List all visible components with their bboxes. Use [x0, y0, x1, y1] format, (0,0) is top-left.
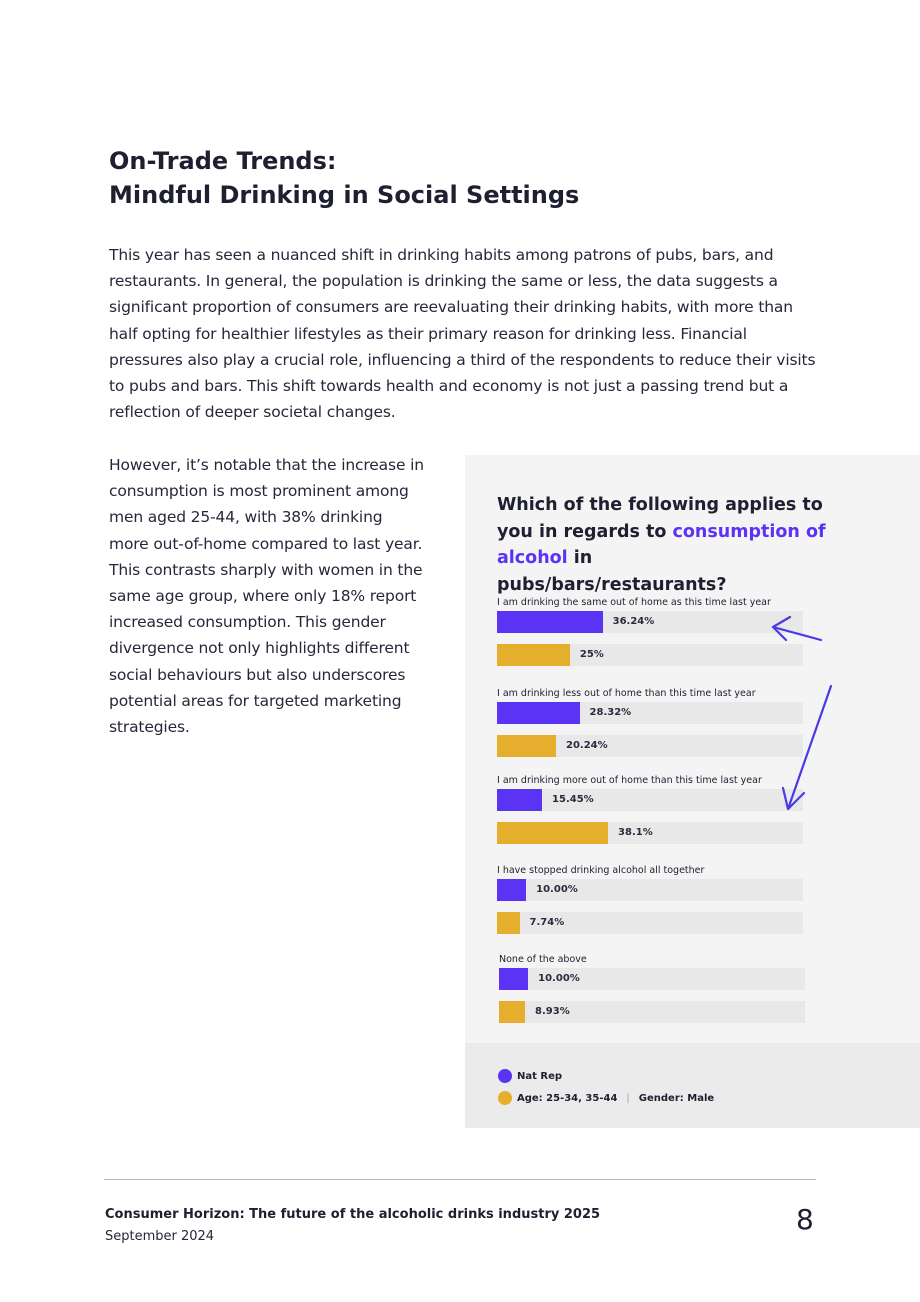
- bar-track: [497, 611, 803, 633]
- bar-track: [497, 879, 803, 901]
- bar-age-25-34-35-44: [497, 735, 556, 757]
- footer-title: Consumer Horizon: The future of the alcoholic drinks industry 2025: [105, 1207, 601, 1222]
- page-title: [109, 144, 749, 212]
- bar-track: [497, 822, 803, 844]
- bar-value-label: 15.45%: [552, 794, 594, 805]
- legend-label-age: Age: 25-34, 35-44: [517, 1092, 618, 1104]
- footer-divider: [104, 1179, 816, 1180]
- legend-item-age-gender: [498, 1091, 714, 1105]
- bar-group: [497, 775, 803, 844]
- bar-value-label: 36.24%: [612, 616, 655, 627]
- chart-question-highlight: consumption of alcohol: [497, 521, 826, 568]
- bar-value-label: 10.00%: [538, 973, 580, 984]
- bar-group: [497, 865, 803, 934]
- bar-value-label: 7.74%: [529, 917, 565, 928]
- bar-track: [497, 702, 803, 724]
- page-number: 8: [796, 1203, 814, 1236]
- bar-value-label: 28.32%: [589, 707, 632, 718]
- bar-track: [499, 1001, 805, 1023]
- bar-value-label: 20.24%: [565, 740, 608, 751]
- legend-item-nat-rep: [498, 1069, 562, 1083]
- legend-dot-nat-rep: [498, 1069, 512, 1083]
- bar-value-label: 10.00%: [536, 884, 578, 895]
- page-title-line-2: Mindful Drinking in Social Settings: [109, 181, 580, 209]
- category-label: I am drinking the same out of home as this time last year: [497, 597, 771, 608]
- bar-track: [497, 912, 803, 934]
- footer-date: September 2024: [105, 1229, 215, 1244]
- bar-value-label: 38.1%: [618, 827, 653, 838]
- intro-paragraph: This year has seen a nuanced shift in drinking habits among patrons of pubs, bars, and restaurants. In general, the population is drinking the same or less, the data suggests a significant proportion of consumers are reevaluating their drinking habits, with more than half opting for healthier lifestyles as their primary reason for drinking less. Financial pressures also play a crucial role, influencing a third of the respondents to reduce their visits to pubs and bars. This shift towards health and economy is not just a passing trend but a reflection of deeper societal changes.: [109, 246, 816, 422]
- legend-dot-age-gender: [498, 1091, 512, 1105]
- legend-label-nat-rep: Nat Rep: [517, 1070, 563, 1082]
- side-paragraph: However, it’s notable that the increase in consumption is most prominent among men aged 25-44, with 38% drinking more out-of-home compared to last year. This contrasts sharply with women in the same age group, where only 18% report increased consumption. This gender divergence not only highlights different social behaviours but also underscores potential areas for targeted marketing strategies.: [109, 456, 424, 737]
- bar-nat-rep: [497, 789, 542, 811]
- bar-nat-rep: [497, 879, 526, 901]
- bar-track: [497, 644, 803, 666]
- chart-question-part-1: Which of the following applies to you in regards to: [497, 495, 823, 542]
- bar-nat-rep: [499, 968, 528, 990]
- category-label: None of the above: [499, 954, 587, 965]
- category-label: I have stopped drinking alcohol all together: [497, 865, 705, 876]
- category-label: I am drinking more out of home than this time last year: [497, 775, 762, 786]
- bar-age-25-34-35-44: [499, 1001, 525, 1023]
- legend-separator: |: [626, 1092, 630, 1104]
- bar-track: [499, 968, 805, 990]
- bar-group: [499, 954, 805, 1023]
- chart-question-part-2: in pubs/bars/restaurants?: [497, 548, 727, 595]
- chart-panel: [465, 455, 920, 1128]
- bar-track: [497, 735, 803, 757]
- chart-question: [497, 492, 827, 598]
- bar-age-25-34-35-44: [497, 644, 570, 666]
- bar-group: [497, 688, 803, 757]
- bar-track: [497, 789, 803, 811]
- bar-value-label: 8.93%: [535, 1006, 570, 1017]
- bar-nat-rep: [497, 611, 603, 633]
- bar-value-label: 25%: [579, 649, 604, 660]
- bar-age-25-34-35-44: [497, 822, 608, 844]
- category-label: I am drinking less out of home than this time last year: [497, 688, 756, 699]
- legend-band: [465, 1043, 920, 1128]
- bar-nat-rep: [497, 702, 580, 724]
- page-title-line-1: On-Trade Trends:: [109, 147, 337, 175]
- bar-age-25-34-35-44: [497, 912, 520, 934]
- legend-label-gender: Gender: Male: [638, 1092, 715, 1104]
- bar-group: [497, 597, 803, 666]
